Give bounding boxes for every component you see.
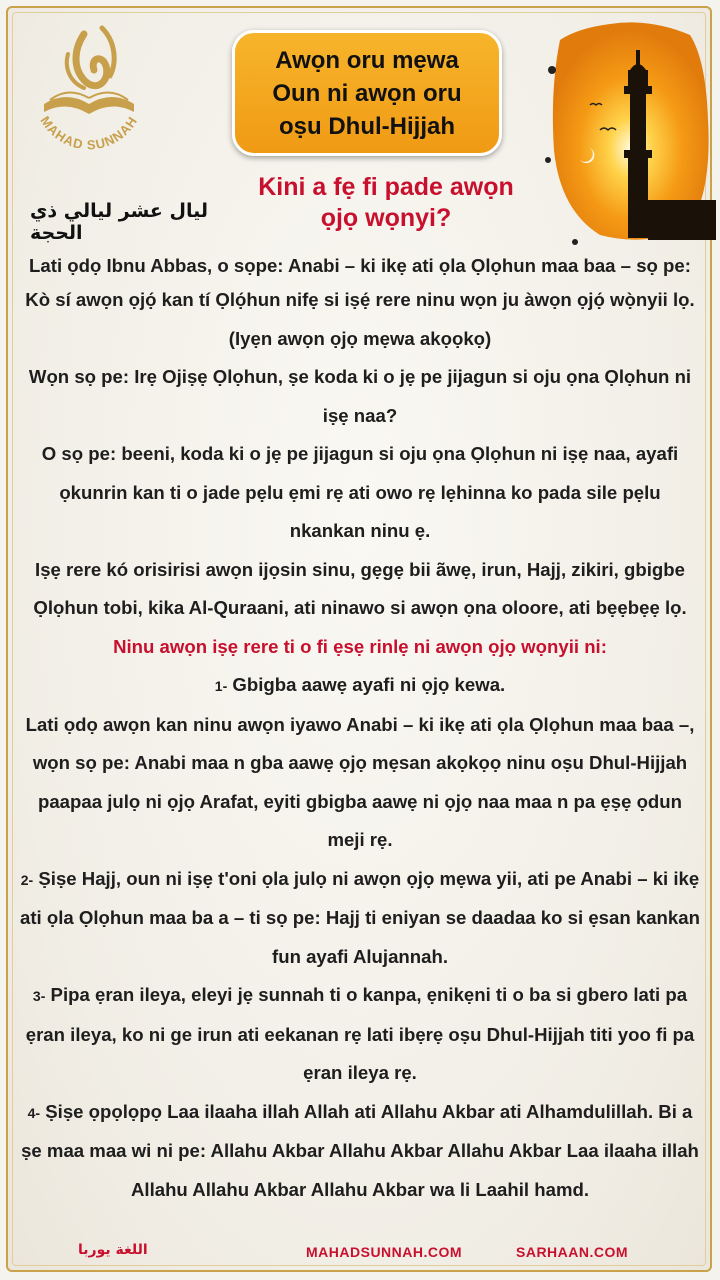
title-line-1: Awọn oru mẹwa (275, 46, 459, 74)
footer-site-mahadsunnah[interactable]: MAHADSUNNAH.COM (306, 1244, 463, 1260)
intro-paragraph-2: Kò sí awọn ọjọ́ kan tí Ọlọ́hun nifẹ si iṣẹ́ rere ninu wọn ju àwọn ọjọ́ wọ̀nyii lọ. (Iyẹn awọn ọjọ mẹwa akọọkọ) (25, 289, 695, 349)
footer (0, 1238, 720, 1268)
point-2-number: 2- (20, 871, 34, 888)
point-2 (20, 860, 700, 977)
title-line-3: oṣu Dhul-Hijjah (279, 112, 455, 140)
svg-text:MAHAD SUNNAH (37, 113, 140, 152)
point-4-body: Ṣiṣe ọpọlọpọ Laa ilaaha illah Allah ati Allahu Akbar ati Alhamdulillah. Bi a ṣe maa maa wi ni pe: Allahu Akbar Allahu Akbar Allahu Akbar Laa ilaaha illah Allahu Allahu Akbar Allahu Akbar wa li Laahil hamd. (21, 1100, 699, 1200)
main-body (20, 250, 700, 1209)
point-3-number: 3- (32, 988, 46, 1004)
footer-site-sarhaan[interactable]: SARHAAN.COM (516, 1244, 629, 1260)
arabic-heading: ليال عشر ليالي ذي الحجة (30, 200, 209, 244)
point-1-number: 1- (214, 678, 228, 694)
footer-arabic-label: اللغة يوربا (78, 1242, 148, 1258)
point-1-title: Gbigba aawẹ ayafi ni ọjọ kewa. (232, 674, 506, 695)
section-heading: Ninu awọn iṣẹ rere ti o fi ẹsẹ rinlẹ ni awọn ọjọ wọnyii ni: (113, 635, 607, 657)
intro-paragraph-1: Lati ọdọ Ibnu Abbas, o sọpe: Anabi – ki ikẹ ati ọla Ọlọhun maa baa – sọ pe: (29, 255, 691, 276)
logo-text: MAHAD SUNNAH (37, 113, 141, 153)
point-4 (20, 1093, 700, 1210)
title-line-2: Oun ni awọn oru (272, 79, 462, 107)
intro-paragraph-3: Wọn sọ pe: Irẹ Ojiṣẹ Ọlọhun, ṣe koda ki o jẹ pe jijagun si oju ọna Ọlọhun ni iṣẹ naa? (28, 366, 692, 426)
point-1-body: Lati ọdọ awọn kan ninu awọn iyawo Anabi – ki ikẹ ati ọla Ọlọhun maa baa –, wọn sọ pe: Anabi maa n gba aawẹ ọjọ mẹsan akọkọọ ninu oṣu Dhul-Hijjah paapaa julọ ni ọjọ Arafat, eyiti gbigba aawẹ ni ọjọ naa maa n pa ẹṣẹ ọdun meji rẹ. (25, 713, 695, 850)
point-4-number: 4- (27, 1104, 41, 1121)
subtitle: Kini a fẹ fi pade awọn ọjọ wọnyi? (258, 173, 514, 232)
sunset-mosque-illustration (540, 10, 716, 250)
point-2-body: Ṣiṣe Hajj, oun ni iṣẹ t'oni ọla julọ ni awọn ọjọ mẹwa yii, ati pe Anabi – ki ikẹ ati ọla Ọlọhun maa ba a – ti sọ pe: Hajj ti eniyan se daadaa ko si ẹsan kankan fun ayafi Alujannah. (20, 867, 700, 967)
intro-paragraph-4: O sọ pe: beeni, koda ki o jẹ pe jijagun si oju ọna Ọlọhun ni iṣẹ naa, ayafi ọkunrin kan ti o jade pẹlu ẹmi rẹ ati owo rẹ lẹhinna ko pada sile pẹlu nkankan ninu ẹ. (41, 443, 679, 541)
mahad-sunnah-logo (14, 14, 164, 164)
point-3-body: Pipa ẹran ileya, eleyi jẹ sunnah ti o kanpa, ẹnikẹni ti o ba si gbero lati pa ẹran ileya, ko ni ge irun ati eekanan rẹ lati ibẹrẹ oṣu Dhul-Hijjah titi yoo fi pa ẹran ileya rẹ. (25, 984, 695, 1083)
intro-paragraph-5: Iṣẹ rere kó orisirisi awọn ijọsin sinu, gẹgẹ bii ãwẹ, irun, Hajj, zikiri, gbigbe Ọlọhun tobi, kika Al-Quraani, ati ninawo si awọn ọna oloore, ati bẹẹbẹẹ lọ. (33, 558, 687, 618)
point-3 (20, 976, 700, 1093)
title-box (232, 30, 502, 156)
point-1-title-row (20, 666, 700, 706)
